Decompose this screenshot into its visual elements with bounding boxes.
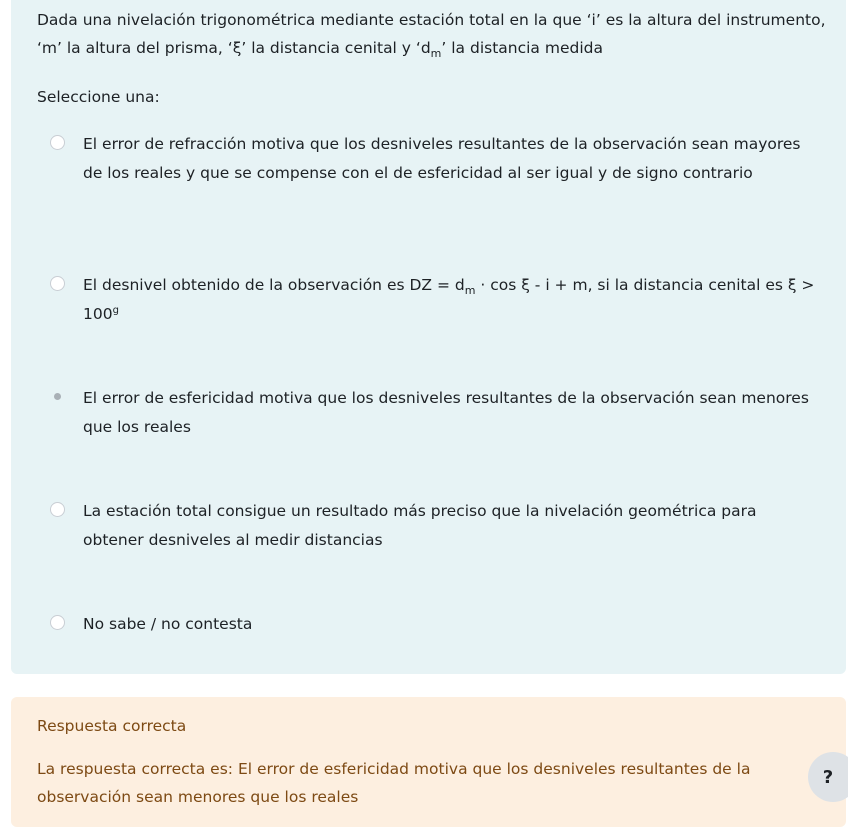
- feedback-text: La respuesta correcta es: El error de esfericidad motiva que los desniveles resultantes de la observación sean menores que los reales: [37, 760, 751, 806]
- radio-button[interactable]: [50, 615, 65, 630]
- answer-option-label: El error de refracción motiva que los desniveles resultantes de la observación sean mayores de los reales y que se compense con el de esfericidad al ser igual y de signo contrario: [83, 135, 801, 182]
- radio-button[interactable]: [50, 276, 65, 291]
- radio-button-selected[interactable]: [50, 389, 65, 404]
- select-prompt: Seleccione una:: [37, 88, 160, 106]
- answer-option-label: El error de esfericidad motiva que los desniveles resultantes de la observación sean menores que los reales: [83, 389, 809, 436]
- radio-button[interactable]: [50, 135, 65, 150]
- radio-button[interactable]: [50, 502, 65, 517]
- answer-option-label: No sabe / no contesta: [83, 615, 253, 633]
- answer-option-label: La estación total consigue un resultado más preciso que la nivelación geométrica para obtener desniveles al medir distancias: [83, 502, 757, 549]
- answer-option-label: El desnivel obtenido de la observación es DZ = $d_m \cdot \cos \xi - i + m$, si la distancia cenital es $\xi > 100^g$: [83, 276, 815, 323]
- feedback-title: Respuesta correcta: [37, 717, 187, 735]
- question-text: Dada una nivelación trigonométrica mediante estación total en la que ‘i’ es la altura del instrumento, ‘m’ la altura del prisma, ‘ξ’ la distancia cenital y ‘$d_m$’ la distancia medida: [37, 11, 826, 61]
- help-icon: ?: [822, 766, 834, 788]
